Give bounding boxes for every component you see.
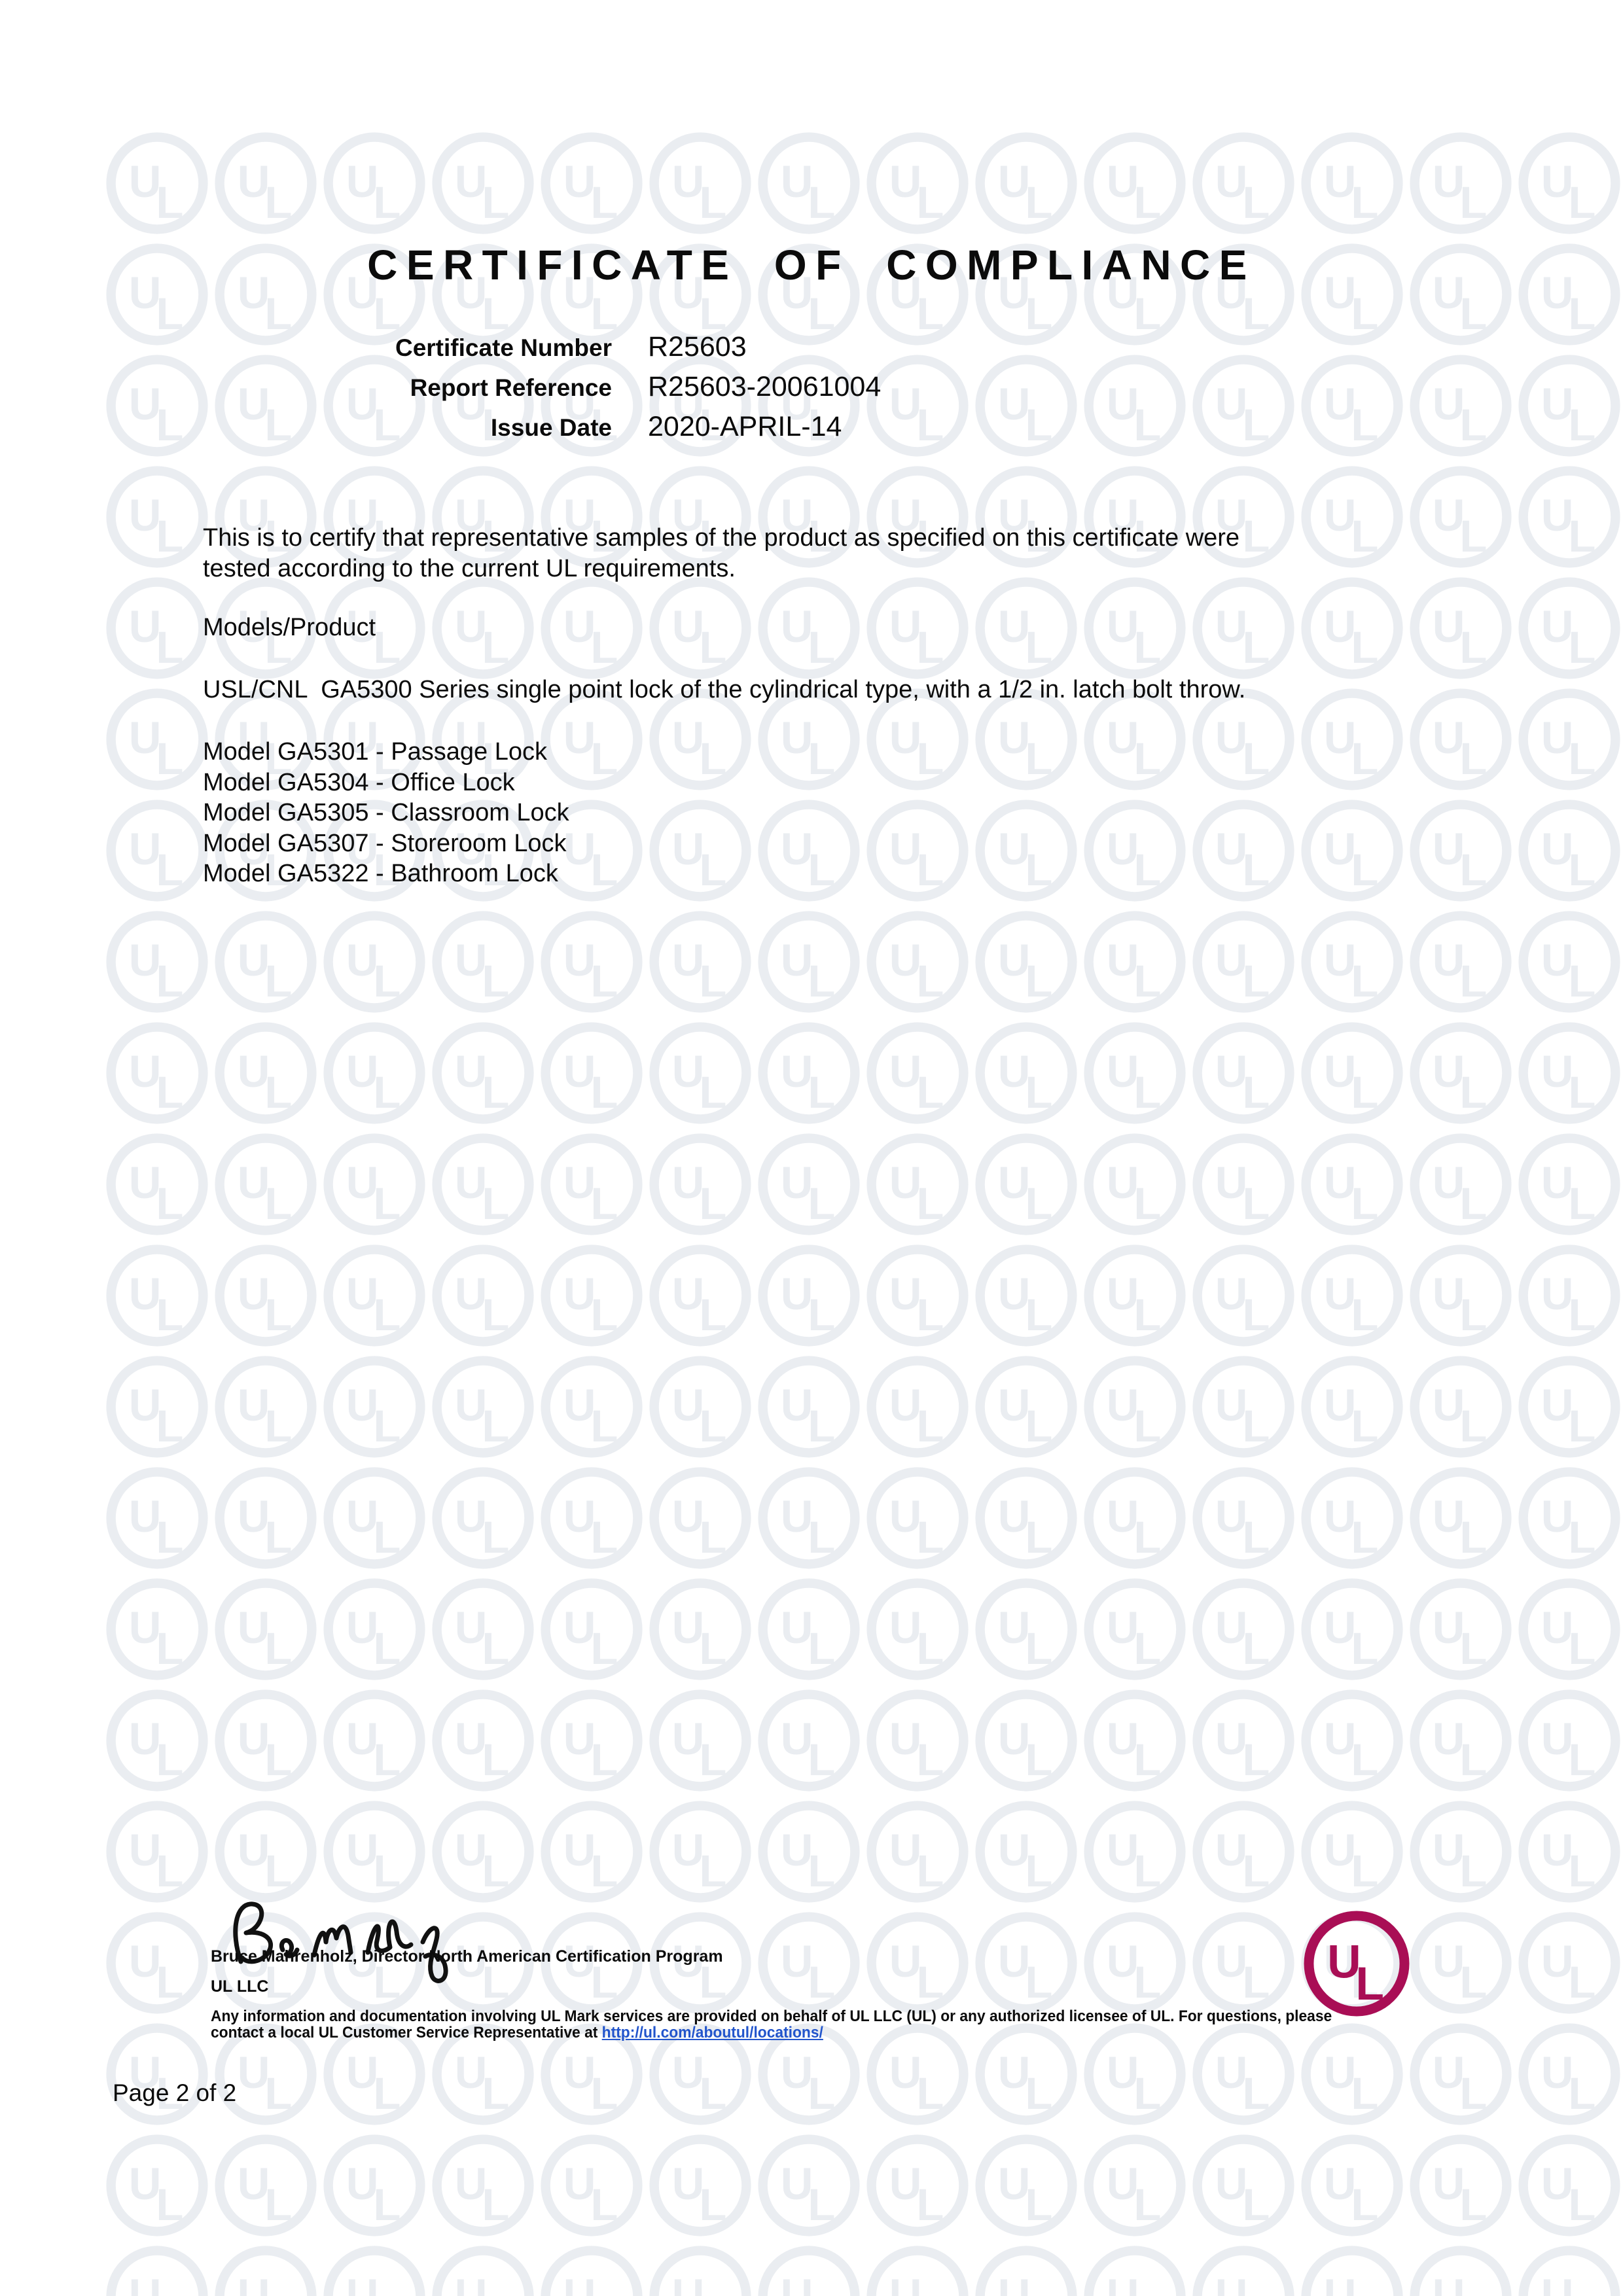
issue-date-row bbox=[0, 411, 1623, 451]
report-reference-value: R25603-20061004 bbox=[648, 371, 882, 402]
certificate-number-value: R25603 bbox=[648, 331, 747, 362]
issue-date-value: 2020-APRIL-14 bbox=[648, 411, 842, 442]
report-reference-row bbox=[0, 371, 1623, 411]
certificate-title: CERTIFICATE OF COMPLIANCE bbox=[367, 241, 1256, 289]
certification-statement: This is to certify that representative samples of the product as specified on this certificate were tested according to the current UL requirements. bbox=[203, 524, 1240, 582]
certificate-number-row bbox=[0, 331, 1623, 371]
ul-locations-link[interactable]: http://ul.com/aboutul/locations/ bbox=[601, 2024, 823, 2041]
issue-date-label: Issue Date bbox=[490, 414, 612, 441]
legal-text-line1: Any information and documentation involving UL Mark services are provided on behalf of UL LLC (UL) or any authorized licensee of UL. For questions, please bbox=[211, 2007, 1332, 2025]
model-item: Model GA5305 - Classroom Lock bbox=[203, 799, 569, 826]
signatory-name: Bruce Mahrenholz, Director North American Certification Program bbox=[211, 1947, 723, 1966]
ul-watermark-pattern: U L bbox=[0, 0, 1623, 2296]
model-list bbox=[203, 737, 569, 889]
model-item: Model GA5304 - Office Lock bbox=[203, 768, 515, 796]
model-item: Model GA5322 - Bathroom Lock bbox=[203, 860, 558, 887]
page-number: Page 2 of 2 bbox=[113, 2079, 237, 2106]
signature-image bbox=[216, 1884, 491, 1989]
product-description: USL/CNL GA5300 Series single point lock of the cylindrical type, with a 1/2 in. latch bolt throw. bbox=[203, 676, 1246, 703]
legal-text bbox=[211, 2008, 1332, 2041]
report-reference-label: Report Reference bbox=[410, 374, 612, 401]
legal-text-line2-prefix: contact a local UL Customer Service Representative at bbox=[211, 2024, 602, 2041]
certificate-number-label: Certificate Number bbox=[395, 334, 612, 361]
certificate-meta bbox=[0, 331, 1623, 451]
company-name: UL LLC bbox=[211, 1977, 269, 1996]
ul-logo bbox=[1302, 1909, 1411, 2018]
model-item: Model GA5307 - Storeroom Lock bbox=[203, 829, 567, 857]
models-product-heading: Models/Product bbox=[203, 614, 376, 641]
legal-text-line2 bbox=[211, 2024, 1332, 2041]
model-item: Model GA5301 - Passage Lock bbox=[203, 738, 547, 766]
